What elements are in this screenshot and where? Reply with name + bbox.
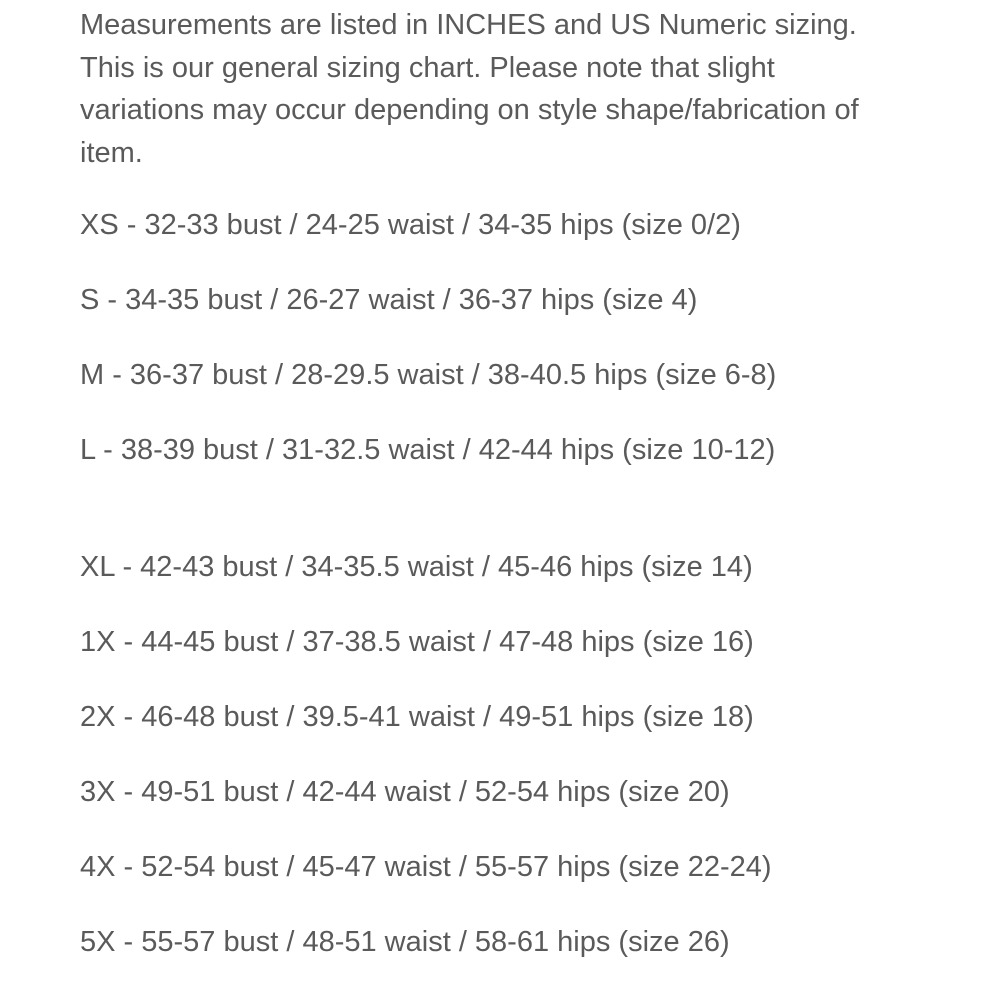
size-row-5x: 5X - 55-57 bust / 48-51 waist / 58-61 hips (size 26) bbox=[80, 926, 730, 958]
size-row-2x: 2X - 46-48 bust / 39.5-41 waist / 49-51 hips (size 18) bbox=[80, 701, 754, 733]
sizing-intro-text: Measurements are listed in INCHES and US Numeric sizing. This is our general sizing chart. Please note that slight variations may occur depending on style shape/fabrication of item. bbox=[80, 9, 859, 169]
size-row-l: L - 38-39 bust / 31-32.5 waist / 42-44 hips (size 10-12) bbox=[80, 434, 776, 466]
size-row-m: M - 36-37 bust / 28-29.5 waist / 38-40.5 hips (size 6-8) bbox=[80, 359, 777, 391]
size-row-3x: 3X - 49-51 bust / 42-44 waist / 52-54 hips (size 20) bbox=[80, 776, 730, 808]
sizing-chart bbox=[80, 0, 900, 958]
size-row-xl: XL - 42-43 bust / 34-35.5 waist / 45-46 hips (size 14) bbox=[80, 551, 753, 583]
size-row-4x: 4X - 52-54 bust / 45-47 waist / 55-57 hips (size 22-24) bbox=[80, 851, 772, 883]
size-row-1x: 1X - 44-45 bust / 37-38.5 waist / 47-48 hips (size 16) bbox=[80, 626, 754, 658]
size-row-xs: XS - 32-33 bust / 24-25 waist / 34-35 hips (size 0/2) bbox=[80, 209, 741, 241]
size-row-s: S - 34-35 bust / 26-27 waist / 36-37 hips (size 4) bbox=[80, 284, 698, 316]
